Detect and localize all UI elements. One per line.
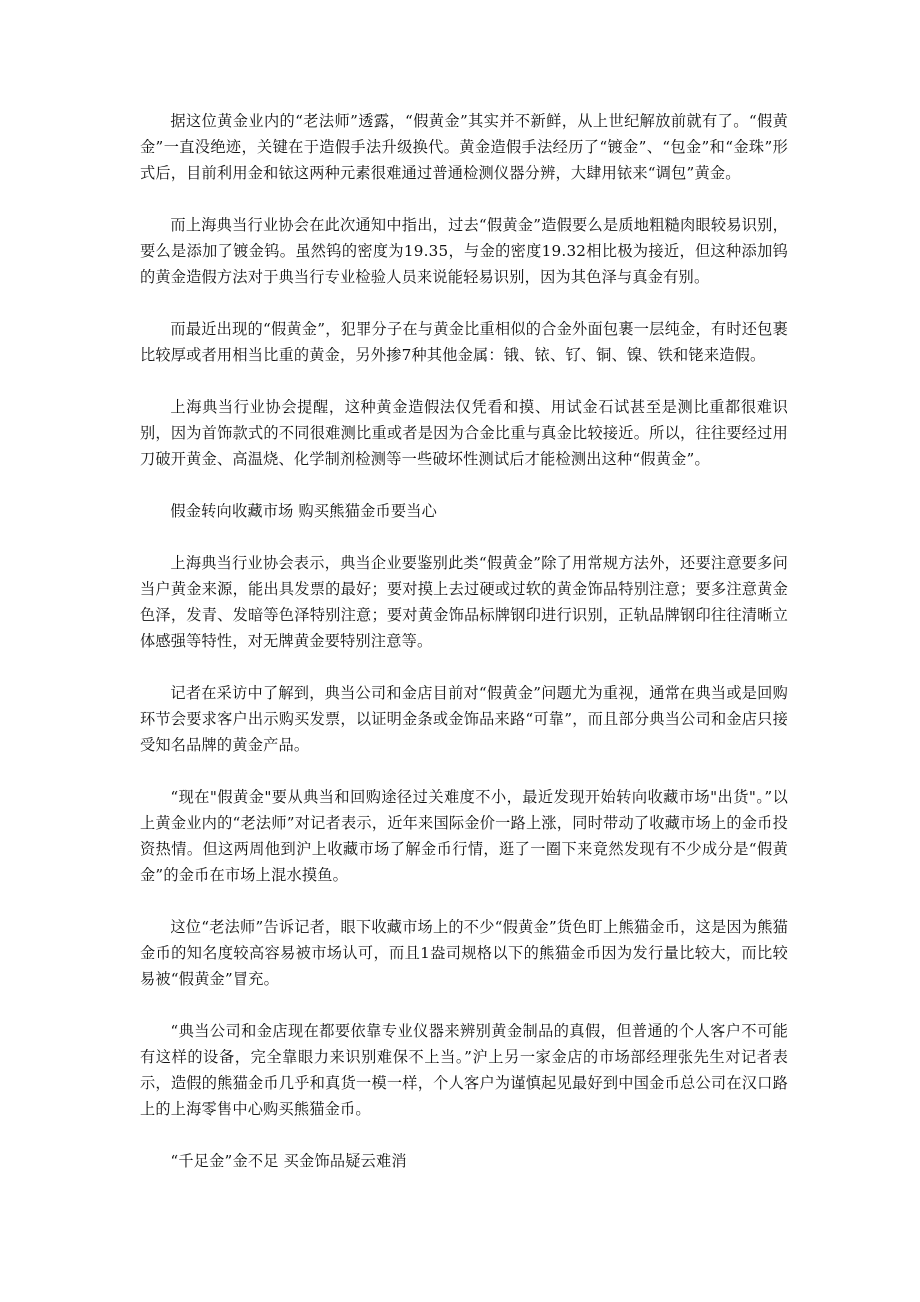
paragraph-new-alloy-method: 而最近出现的“假黄金”，犯罪分子在与黄金比重相似的合金外面包裹一层纯金，有时还包裹比较厚或者用相当比重的黄金，另外掺7种其他金属：锇、铱、钌、铜、镍、铁和铑来造假。 xyxy=(140,320,788,364)
document-body xyxy=(140,108,788,1200)
paragraph-origin-of-fake-gold: 据这位黄金业内的“老法师”透露，“假黄金”其实并不新鲜，从上世纪解放前就有了。“假黄金”一直没绝迹，关键在于造假手法升级换代。黄金造假手法经历了“镀金”、“包金”和“金珠”形式后，目前利用金和铱这两种元素很难通过普通检测仪器分辨，大肆用铱来“调包”黄金。 xyxy=(140,112,788,182)
paragraph-collection-market-shift: “现在"假黄金"要从典当和回购途径过关难度不小，最近发现开始转向收藏市场"出货"。”以上黄金业内的“老法师”对记者表示，近年来国际金价一路上涨，同时带动了收藏市场上的金币投资热情。但这两周他到沪上收藏市场了解金币行情，逛了一圈下来竟然发现有不少成分是“假黄金”的金币在市场上混水摸鱼。 xyxy=(140,788,788,884)
paragraph-identification-advice: 上海典当行业协会表示，典当企业要鉴别此类“假黄金”除了用常规方法外，还要注意要多问当户黄金来源，能出具发票的最好；要对摸上去过硬或过软的黄金饰品特别注意；要多注意黄金色泽，发青、发暗等色泽特别注意；要对黄金饰品标牌钢印进行识别，正轨品牌钢印往往清晰立体感强等特性，对无牌黄金要特别注意等。 xyxy=(140,554,788,650)
section-heading-collection-market: 假金转向收藏市场 购买熊猫金币要当心 xyxy=(170,502,438,520)
paragraph-panda-coin-target: 这位“老法师”告诉记者，眼下收藏市场上的不少“假黄金”货色盯上熊猫金币，这是因为熊猫金币的知名度较高容易被市场认可，而且1盎司规格以下的熊猫金币因为发行量比较大，而比较易被“假黄金”冒充。 xyxy=(140,918,788,988)
paragraph-association-warning: 上海典当行业协会提醒，这种黄金造假法仅凭看和摸、用试金石试甚至是测比重都很难识别，因为首饰款式的不同很难测比重或者是因为合金比重与真金比较接近。所以，往往要经过用刀破开黄金、高温烧、化学制剂检测等一些破坏性测试后才能检测出这种“假黄金”。 xyxy=(140,398,788,468)
section-heading-pure-gold-shortfall: “千足金”金不足 买金饰品疑云难消 xyxy=(170,1152,407,1170)
paragraph-tungsten-method: 而上海典当行业协会在此次通知中指出，过去“假黄金”造假要么是质地粗糙肉眼较易识别，要么是添加了镀金钨。虽然钨的密度为19.35，与金的密度19.32相比极为接近，但这种添加钨的黄金造假方法对于典当行专业检验人员来说能轻易识别，因为其色泽与真金有别。 xyxy=(140,216,788,286)
paragraph-store-manager-advice: “典当公司和金店现在都要依靠专业仪器来辨别黄金制品的真假，但普通的个人客户不可能有这样的设备，完全靠眼力来识别难保不上当。”沪上另一家金店的市场部经理张先生对记者表示，造假的熊猫金币几乎和真货一模一样，个人客户为谨慎起见最好到中国金币总公司在汉口路上的上海零售中心购买熊猫金币。 xyxy=(140,1022,788,1118)
paragraph-reporter-findings: 记者在采访中了解到，典当公司和金店目前对“假黄金”问题尤为重视，通常在典当或是回购环节会要求客户出示购买发票，以证明金条或金饰品来路“可靠”，而且部分典当公司和金店只接受知名品牌的黄金产品。 xyxy=(140,684,788,754)
